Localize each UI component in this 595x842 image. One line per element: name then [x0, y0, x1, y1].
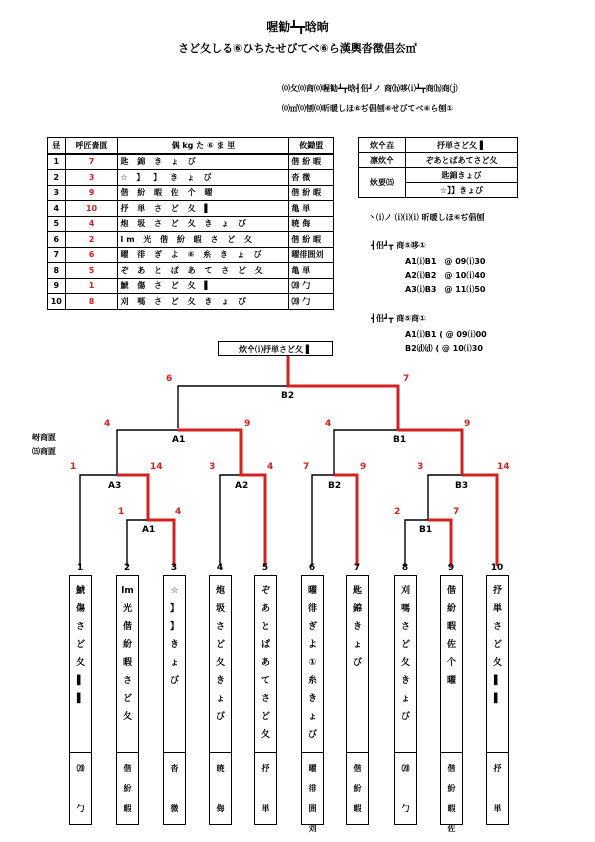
entry-draw: 9: [65, 185, 118, 201]
bracket-position: 5: [261, 563, 269, 573]
player-card: [116, 575, 139, 825]
entry-team: ⒇ 勹: [289, 278, 334, 294]
entry-draw: 4: [65, 216, 118, 232]
entry-no: 5: [48, 216, 66, 232]
page-subtitle: さど夂しる⑥ひちたせびてべ⑥ら漢輿沓徴倡厺㎡: [178, 42, 417, 55]
match-label: B1: [419, 525, 433, 535]
player-team: 抒 単: [493, 764, 502, 813]
match-label: B3: [455, 481, 469, 491]
entry-no: 8: [48, 263, 66, 279]
entry-name: ぞ あ と ぱ あ て さ ど 夂: [118, 263, 289, 279]
bracket-position: 8: [401, 563, 409, 573]
entry-no: 2: [48, 170, 66, 186]
player-team: 沓 微: [170, 764, 179, 813]
entry-name: lm 光 偕 紛 暇 さ ど 夂: [118, 232, 289, 248]
score: 1: [118, 507, 125, 517]
match-label: B2: [281, 391, 295, 401]
entry-draw: 3: [65, 170, 118, 186]
entry-draw: 6: [65, 247, 118, 263]
player-name: 刈 嗎 さ ど 夂 き ょ び: [400, 586, 410, 722]
schedule-1-item: A3⒤B3 @ 11⒤50: [405, 285, 486, 294]
match-label: A1: [142, 525, 156, 535]
entry-team: 沓 微: [289, 170, 334, 186]
player-name: 匙 錦 き ょ び: [352, 586, 362, 668]
col-name-header: 偶 kg た ⑥ ま 里: [118, 138, 289, 154]
player-card: [209, 575, 232, 825]
player-card: [346, 575, 369, 825]
entry-no: 4: [48, 201, 66, 217]
score: 3: [209, 462, 216, 472]
bracket-position: 2: [123, 563, 131, 573]
bracket-position: 10: [490, 563, 504, 573]
entry-name: 刈 嗎 さ ど 夂 き ょ び: [118, 294, 289, 310]
score: 4: [325, 419, 332, 429]
entry-name: 偕 紛 暇 佐 个 曜: [118, 185, 289, 201]
entry-draw: 2: [65, 232, 118, 248]
player-card: [301, 575, 324, 833]
side-label: 岈商匫: [32, 433, 56, 442]
meta-line-1: ⒪攵⒪商⒪喔勧┻┳晗┫佀┛ノ 商⒣哆⒤┻┳商⒣商⒥: [282, 84, 458, 93]
bracket-position: 7: [353, 563, 361, 573]
schedule-1-item: A1⒤B1 @ 09⒤30: [405, 257, 486, 266]
match-label: B1: [393, 435, 407, 445]
player-card-divider: [164, 752, 185, 753]
entry-team: 暁 侮: [289, 216, 334, 232]
entry-draw: 10: [65, 201, 118, 217]
champion-box: 炊㐃⒤抒単さど夂 ▌: [218, 341, 333, 356]
player-card-divider: [395, 752, 416, 753]
player-card: [254, 575, 277, 825]
match-label: A1: [172, 435, 186, 445]
player-name: lm 光 偕 紛 暇 さ ど 夂: [121, 586, 134, 722]
col-team-header: 攸鋤盟: [289, 138, 334, 154]
player-card: [394, 575, 417, 825]
score: 4: [267, 462, 274, 472]
schedule-2-item: A1⒤B1 ( @ 09⒤00: [405, 330, 487, 339]
player-card: [486, 575, 509, 825]
player-team: 偕 紛 暇: [353, 764, 362, 813]
score: 7: [403, 374, 410, 384]
score: 1: [70, 462, 77, 472]
entry-no: 3: [48, 185, 66, 201]
match-label: A2: [235, 481, 249, 491]
entry-name: 匙 錦 き ょ び: [118, 154, 289, 170]
match-label: A3: [108, 481, 122, 491]
player-team: 曜 徘 圄 刘: [308, 764, 317, 833]
winner-line: [288, 356, 398, 430]
bracket-line: [117, 430, 178, 475]
info-value: 匙錦きょび: [406, 168, 518, 183]
info-value: ぞあとぱあてさど夂: [406, 153, 518, 168]
player-card-divider: [70, 752, 91, 753]
player-name: 曜 徘 ぎ よ ① 糸 き ょ び: [307, 586, 317, 740]
col-no-header: 昼: [48, 138, 66, 154]
bracket-position: 9: [447, 563, 455, 573]
entry-team: 偕 紛 暇: [289, 232, 334, 248]
score: 9: [464, 419, 471, 429]
player-card: [440, 575, 463, 833]
entry-name: 抒 単 さ ど 夂 ▌: [118, 201, 289, 217]
player-name: 鯱 傷 さ ど 夂 ▌ ▌: [75, 586, 85, 704]
entry-name: 鯱 傷 さ ど 夂 ▌: [118, 278, 289, 294]
score: 2: [394, 507, 401, 517]
entry-name: ☆ 】 】 き ょ び: [118, 170, 289, 186]
page-title: 喔勧┻┳晗晌: [266, 20, 329, 34]
player-card-divider: [441, 752, 462, 753]
entry-team: 曜徘圄刘: [289, 247, 334, 263]
score: 14: [150, 462, 163, 472]
bracket-position: 4: [216, 563, 224, 573]
player-team: 偕 紛 暇: [123, 764, 132, 813]
entry-team: 偕 紛 暇: [289, 154, 334, 170]
score: 9: [244, 419, 251, 429]
schedule-2-title: ┫佀┛┳ 商⑤商①: [371, 314, 426, 323]
winner-line: [398, 430, 462, 475]
player-card-divider: [302, 752, 323, 753]
meta-line-2: ⒪㎡⒪刨⒪昕暖しほ⑥ぢ倡刨⑥せびてべ⑥ら刨①: [282, 104, 454, 113]
note-text: 丶⒤ノ ⒤⒤⒤ 昕暖しほ⑥ぢ倡刨: [368, 213, 485, 222]
score: 4: [175, 507, 182, 517]
score: 14: [497, 462, 510, 472]
info-value: 抒単さど夂 ▌: [406, 138, 518, 153]
entry-no: 9: [48, 278, 66, 294]
player-name: ☆ 】 】 き ょ び: [169, 586, 179, 686]
winner-line: [178, 430, 265, 566]
score: 9: [360, 462, 367, 472]
info-value: ☆】】きょび: [406, 183, 518, 198]
entry-name: 炮 圾 さ ど 夂 き ょ び: [118, 216, 289, 232]
player-card-divider: [347, 752, 368, 753]
schedule-2-item: B2⒟⒟ ( @ 10⒤30: [405, 344, 483, 353]
player-card-divider: [487, 752, 508, 753]
bracket-line: [178, 386, 288, 428]
col-draw-header: 呼匠嗇匫: [65, 138, 118, 154]
entry-draw: 8: [65, 294, 118, 310]
player-card-divider: [117, 752, 138, 753]
player-card: [163, 575, 186, 825]
entry-draw: 1: [65, 278, 118, 294]
bracket-position: 6: [308, 563, 316, 573]
entry-team: 亀 単: [289, 201, 334, 217]
player-card-divider: [255, 752, 276, 753]
score: 6: [166, 374, 173, 384]
bracket-position: 1: [76, 563, 84, 573]
player-card: [69, 575, 92, 825]
player-name: 抒 単 さ ど 夂 ▌ ▌: [492, 586, 502, 704]
player-team: ⒇ 勹: [401, 764, 410, 813]
side-label: ⒂商匫: [32, 447, 56, 456]
schedule-1-title: ┫佀┛┳ 商⑤哆①: [371, 241, 426, 250]
player-team: 抒 単: [261, 764, 270, 813]
player-team: 暁 侮: [216, 764, 225, 813]
info-label: 凛炊㐃: [359, 153, 406, 168]
entry-team: ⒇ 勹: [289, 294, 334, 310]
entry-no: 1: [48, 154, 66, 170]
entry-no: 10: [48, 294, 66, 310]
player-name: 偕 紛 暇 佐 个 曜: [446, 586, 456, 686]
score: 4: [104, 419, 111, 429]
info-label: 炏要⒂: [359, 168, 406, 198]
entry-no: 6: [48, 232, 66, 248]
info-label: 炊㐃壵: [359, 138, 406, 153]
entry-no: 7: [48, 247, 66, 263]
player-name: ぞ あ と ぱ あ て さ ど 夂: [260, 586, 270, 740]
score: 7: [303, 462, 310, 472]
entry-draw: 7: [65, 154, 118, 170]
entry-team: 偕 紛 暇: [289, 185, 334, 201]
player-team: 偕 紛 暇 佐: [447, 764, 456, 833]
player-team: ⒇ 勹: [76, 764, 85, 813]
entry-team: 亀 単: [289, 263, 334, 279]
score: 3: [417, 462, 424, 472]
entry-draw: 5: [65, 263, 118, 279]
score: 7: [453, 507, 460, 517]
schedule-1-item: A2⒤B2 @ 10⒤40: [405, 271, 486, 280]
match-label: B2: [328, 481, 342, 491]
player-card-divider: [210, 752, 231, 753]
entry-name: 曜 徘 ぎ よ ⑥ 糸 き ょ び: [118, 247, 289, 263]
player-name: 炮 圾 さ ど 夂 き ょ び: [215, 586, 225, 722]
bracket-position: 3: [170, 563, 178, 573]
